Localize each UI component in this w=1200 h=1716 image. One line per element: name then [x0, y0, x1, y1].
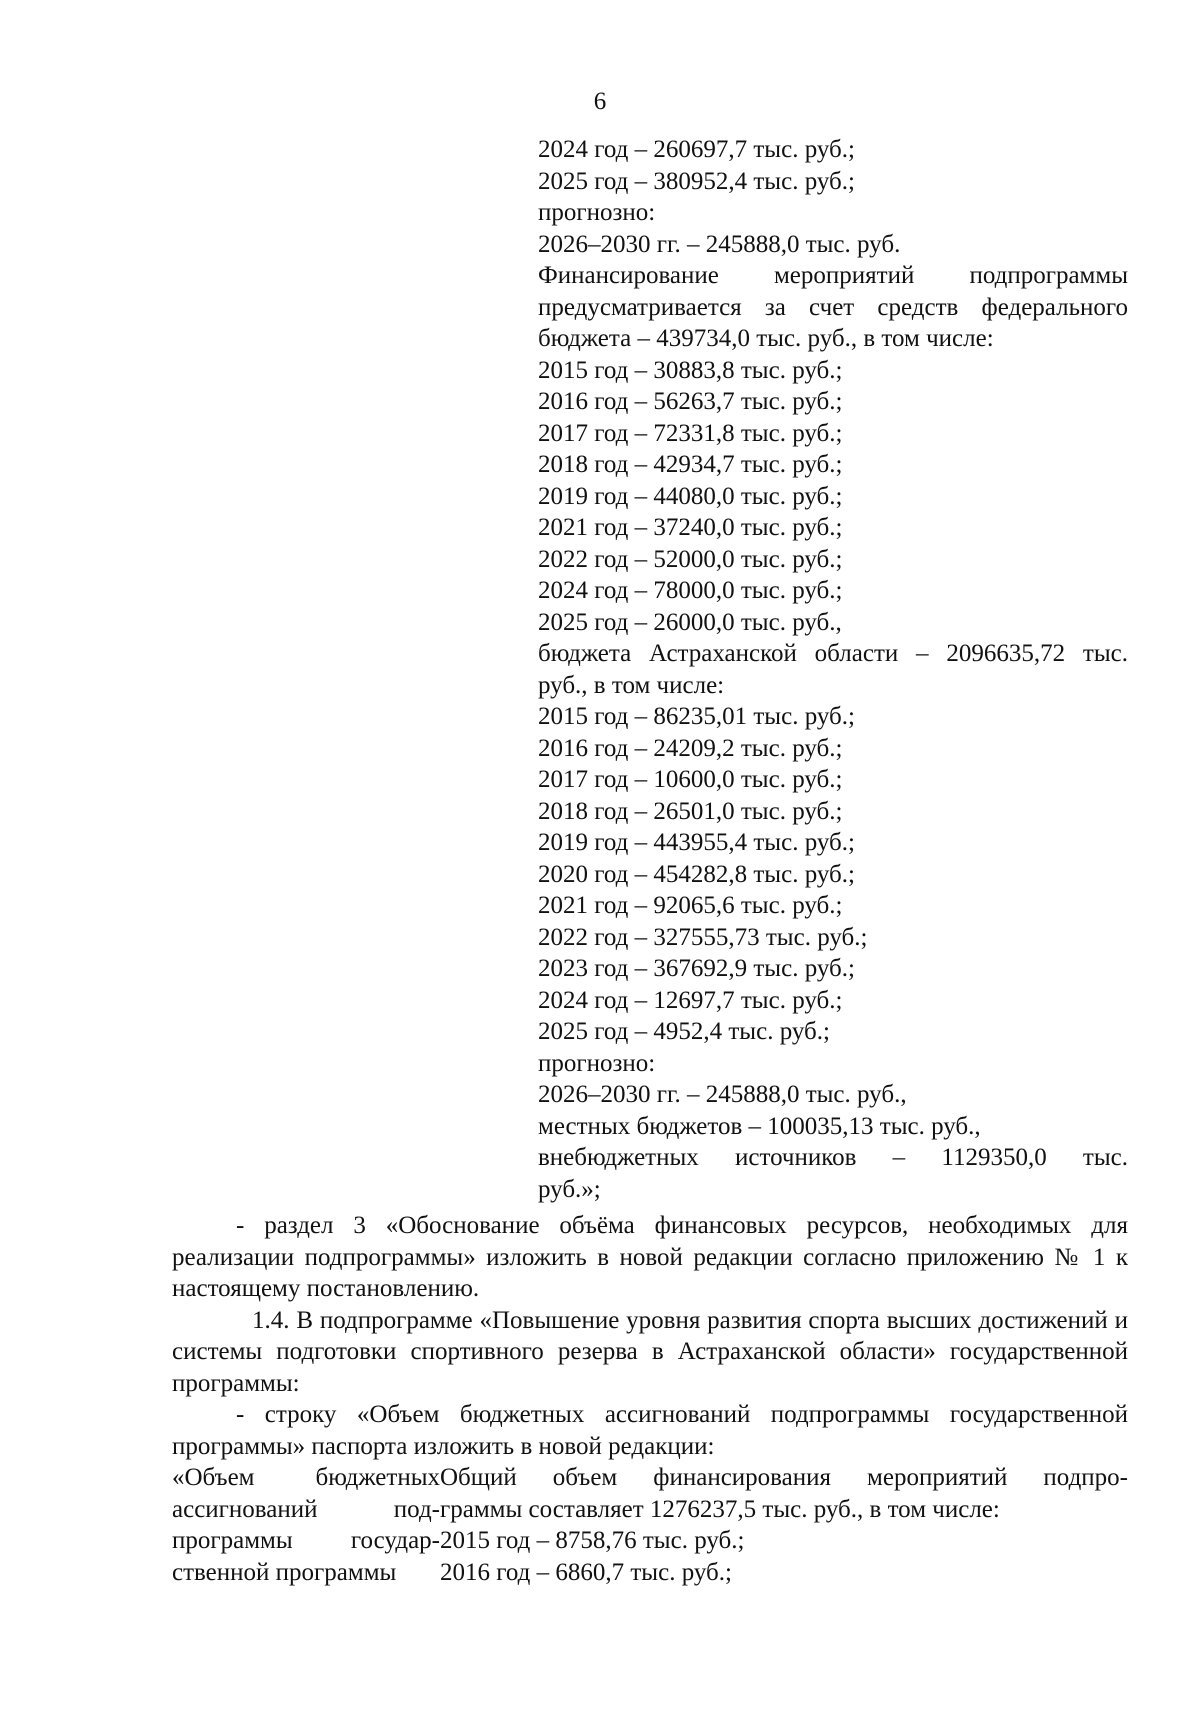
funding-line: 2020 год – 454282,8 тыс. руб.; [538, 860, 855, 888]
funding-line: 2019 год – 44080,0 тыс. руб.; [538, 482, 843, 510]
passport-value-line: 2016 год – 6860,7 тыс. руб.; [440, 1558, 732, 1586]
funding-line: 2026–2030 гг. – 245888,0 тыс. руб. [538, 230, 901, 258]
funding-line: местных бюджетов – 100035,13 тыс. руб., [538, 1112, 981, 1140]
funding-line: 2016 год – 24209,2 тыс. руб.; [538, 734, 843, 762]
passport-row-value [440, 1462, 1128, 1588]
passport-label-line: ассигнований под- [172, 1495, 440, 1523]
funding-line: 2022 год – 52000,0 тыс. руб.; [538, 545, 843, 573]
passport-label-line: программы государ- [172, 1527, 440, 1554]
page-number: 6 [593, 88, 607, 115]
passport-row-label [172, 1462, 440, 1588]
passport-value-line: граммы составляет 1276237,5 тыс. руб., в том числе: [440, 1495, 1000, 1523]
passport-value-line: Общий объем финансирования мероприятий подпро- [440, 1464, 1128, 1491]
body-text [172, 1210, 1128, 1588]
funding-line: 2017 год – 10600,0 тыс. руб.; [538, 766, 843, 793]
funding-line: 2026–2030 гг. – 245888,0 тыс. руб., [538, 1081, 907, 1108]
funding-line: руб.»; [538, 1175, 601, 1203]
paragraph: 1.4. В подпрограмме «Повышение уровня развития спорта высших достижений и системы подготовки спортивного резерва в Астраханской области» государственной программы: [172, 1306, 1128, 1397]
paragraph: - строку «Объем бюджетных ассигнований подпрограммы государственной программы» паспорта изложить в новой редакции: [172, 1401, 1128, 1460]
funding-line: 2019 год – 443955,4 тыс. руб.; [538, 829, 855, 856]
funding-line: 2015 год – 30883,8 тыс. руб.; [538, 356, 843, 384]
funding-line: 2024 год – 12697,7 тыс. руб.; [538, 986, 843, 1014]
funding-line: 2025 год – 26000,0 тыс. руб., [538, 608, 842, 636]
passport-label-line: «Объем бюджетных [172, 1464, 440, 1491]
funding-line: 2018 год – 26501,0 тыс. руб.; [538, 797, 843, 825]
funding-line: бюджета Астраханской области – 2096635,72 тыс. [538, 640, 1128, 667]
funding-column [538, 134, 1128, 1205]
funding-line: внебюджетных источников – 1129350,0 тыс. [538, 1144, 1128, 1171]
funding-line: 2024 год – 260697,7 тыс. руб.; [538, 136, 855, 163]
funding-line: 2015 год – 86235,01 тыс. руб.; [538, 703, 855, 730]
funding-line: 2021 год – 92065,6 тыс. руб.; [538, 892, 843, 919]
funding-line: 2023 год – 367692,9 тыс. руб.; [538, 955, 855, 982]
passport-label-line: ственной программы [172, 1558, 397, 1586]
funding-line: 2017 год – 72331,8 тыс. руб.; [538, 419, 843, 447]
funding-line: 2024 год – 78000,0 тыс. руб.; [538, 577, 843, 604]
passport-table-row [172, 1462, 1128, 1588]
funding-line: 2025 год – 4952,4 тыс. руб.; [538, 1018, 830, 1045]
passport-value-line: 2015 год – 8758,76 тыс. руб.; [440, 1527, 745, 1554]
funding-line: прогнозно: [538, 1049, 656, 1077]
funding-line: 2021 год – 37240,0 тыс. руб.; [538, 514, 843, 541]
funding-line: 2022 год – 327555,73 тыс. руб.; [538, 923, 868, 951]
paragraph: - раздел 3 «Обоснование объёма финансовых ресурсов, необходимых для реализации подпрограммы» изложить в новой редакции согласно приложению № 1 к настоящему постановлению. [172, 1212, 1128, 1302]
funding-line: 2025 год – 380952,4 тыс. руб.; [538, 167, 855, 195]
funding-line: 2018 год – 42934,7 тыс. руб.; [538, 451, 843, 478]
funding-line: 2016 год – 56263,7 тыс. руб.; [538, 388, 843, 415]
funding-line: Финансирование мероприятий подпрограммы [538, 262, 1128, 289]
funding-line: прогнозно: [538, 199, 656, 226]
funding-line: бюджета – 439734,0 тыс. руб., в том числе: [538, 325, 994, 352]
funding-line: руб., в том числе: [538, 671, 725, 699]
funding-line: предусматривается за счет средств федерального [538, 293, 1128, 321]
